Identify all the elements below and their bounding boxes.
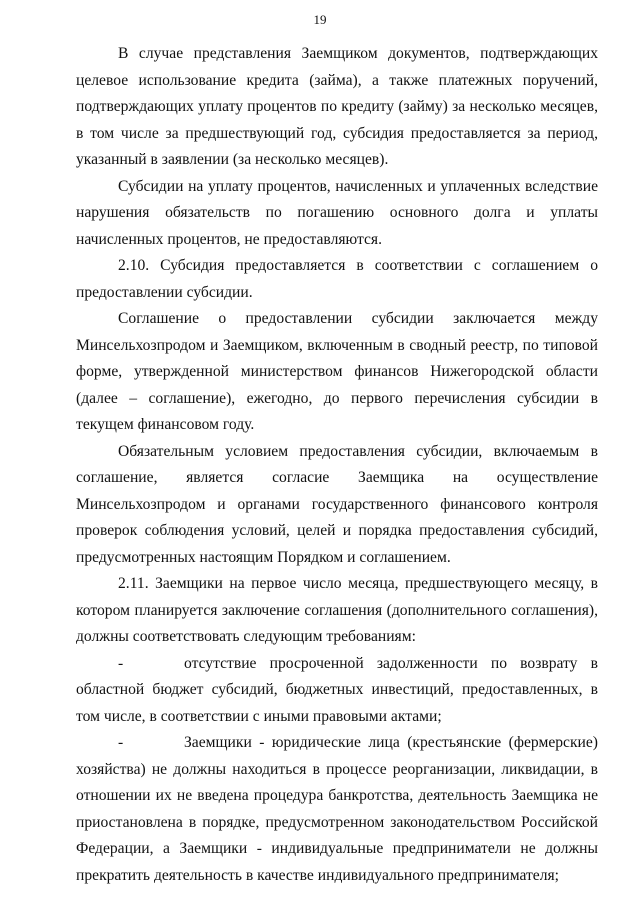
document-body — [76, 41, 598, 889]
paragraph-mandatory-condition: Обязательным условием предоставления субсидии, включаемым в соглашение, является согласие Заемщика на осуществление Минсельхозпродом и органами государственного финансового контроля проверок соблюдения условий, целей и порядка предоставления субсидий, предусмотренных настоящим Порядком и соглашением. — [76, 442, 598, 566]
page-number: 19 — [313, 12, 327, 27]
paragraph-2-11: 2.11. Заемщики на первое число месяца, предшествующего месяцу, в котором планируется заключение соглашения (дополнительного соглашения), должны соответствовать следующим требованиям: — [76, 575, 598, 645]
paragraph-agreement: Соглашение о предоставлении субсидии заключается между Минсельхозпродом и Заемщиком, включенным в сводный реестр, по типовой форме, утвержденной министерством финансов Нижегородской области (далее – соглашение), ежегодно, до первого перечисления субсидии в текущем финансовом году. — [76, 310, 598, 433]
list-item-marker: - — [118, 654, 124, 672]
paragraph-no-subsidy-penalties: Субсидии на уплату процентов, начисленных и уплаченных вследствие нарушения обязательств по погашению основного долга и уплаты начисленных процентов, не предоставляются. — [76, 177, 598, 248]
list-item — [76, 651, 598, 731]
paragraph-2-10: 2.10. Субсидия предоставляется в соответствии с соглашением о предоставлении субсидии. — [76, 257, 598, 301]
list-item-text: отсутствие просроченной задолженности по возврату в областной бюджет субсидий, бюджетных инвестиций, предоставленных, в том числе, в соответствии с иными правовыми актами; — [76, 654, 598, 725]
list-item-marker: - — [118, 734, 124, 751]
paragraph-subsidy-period: В случае представления Заемщиком документов, подтверждающих целевое использование кредита (займа), а также платежных поручений, подтверждающих уплату процентов по кредиту (займу) за несколько месяцев, в том числе за предшествующий год, субсидия предоставляется за период, указанный в заявлении (за несколько месяцев). — [76, 45, 598, 168]
list-item — [76, 730, 598, 889]
list-item-text: Заемщики - юридические лица (крестьянские (фермерские) хозяйства) не должны находиться в процессе реорганизации, ликвидации, в отношении их не введена процедура банкротства, деятельность Заемщика не приостановлена в порядке, предусмотренном законодательством Российской Федерации, а Заемщики - индивидуальные предприниматели не должны прекратить деятельность в качестве индивидуального предпринимателя; — [76, 734, 598, 884]
